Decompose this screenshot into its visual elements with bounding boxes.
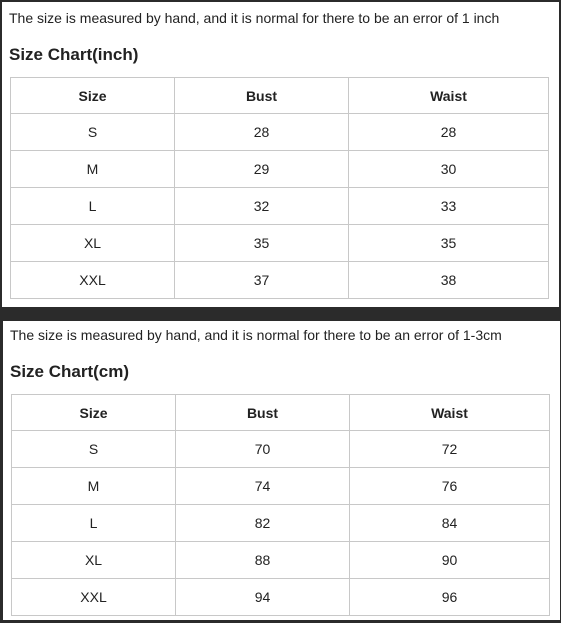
table-row <box>11 151 549 188</box>
cell-size: XL <box>11 225 175 262</box>
measurement-note-cm: The size is measured by hand, and it is normal for there to be an error of 1-3cm <box>10 327 502 343</box>
cell-waist: 72 <box>350 431 550 468</box>
measurement-note-inch: The size is measured by hand, and it is normal for there to be an error of 1 inch <box>9 10 500 26</box>
cell-waist: 38 <box>349 262 549 299</box>
cell-size: XXL <box>11 262 175 299</box>
table-header-row <box>11 78 549 114</box>
size-chart-inch-title: Size Chart(inch) <box>9 45 139 64</box>
cell-bust: 70 <box>176 431 350 468</box>
cell-size: XL <box>12 542 176 579</box>
cell-size: L <box>11 188 175 225</box>
cell-bust: 74 <box>176 468 350 505</box>
size-chart-inch-panel <box>2 2 559 307</box>
cell-bust: 88 <box>176 542 350 579</box>
header-waist: Waist <box>349 78 549 114</box>
size-table-cm <box>11 394 550 616</box>
cell-size: S <box>12 431 176 468</box>
table-row <box>12 431 550 468</box>
cell-size: M <box>11 151 175 188</box>
cell-waist: 76 <box>350 468 550 505</box>
table-row <box>11 188 549 225</box>
header-size: Size <box>11 78 175 114</box>
header-waist: Waist <box>350 395 550 431</box>
header-size: Size <box>12 395 176 431</box>
cell-size: L <box>12 505 176 542</box>
cell-waist: 28 <box>349 114 549 151</box>
table-row <box>12 579 550 616</box>
size-table-inch <box>10 77 549 299</box>
table-row <box>12 542 550 579</box>
cell-bust: 28 <box>175 114 349 151</box>
cell-waist: 30 <box>349 151 549 188</box>
table-row <box>11 262 549 299</box>
cell-size: M <box>12 468 176 505</box>
size-chart-cm-title: Size Chart(cm) <box>10 362 130 381</box>
cell-bust: 32 <box>175 188 349 225</box>
table-header-row <box>12 395 550 431</box>
cell-waist: 33 <box>349 188 549 225</box>
table-row <box>11 225 549 262</box>
cell-size: XXL <box>12 579 176 616</box>
cell-size: S <box>11 114 175 151</box>
cell-bust: 82 <box>176 505 350 542</box>
cell-waist: 96 <box>350 579 550 616</box>
cell-waist: 90 <box>350 542 550 579</box>
table-row <box>11 114 549 151</box>
cell-bust: 94 <box>176 579 350 616</box>
table-row <box>12 505 550 542</box>
cell-bust: 35 <box>175 225 349 262</box>
table-row <box>12 468 550 505</box>
header-bust: Bust <box>175 78 349 114</box>
size-chart-cm-panel <box>3 321 560 620</box>
header-bust: Bust <box>176 395 350 431</box>
cell-waist: 84 <box>350 505 550 542</box>
cell-waist: 35 <box>349 225 549 262</box>
cell-bust: 37 <box>175 262 349 299</box>
cell-bust: 29 <box>175 151 349 188</box>
